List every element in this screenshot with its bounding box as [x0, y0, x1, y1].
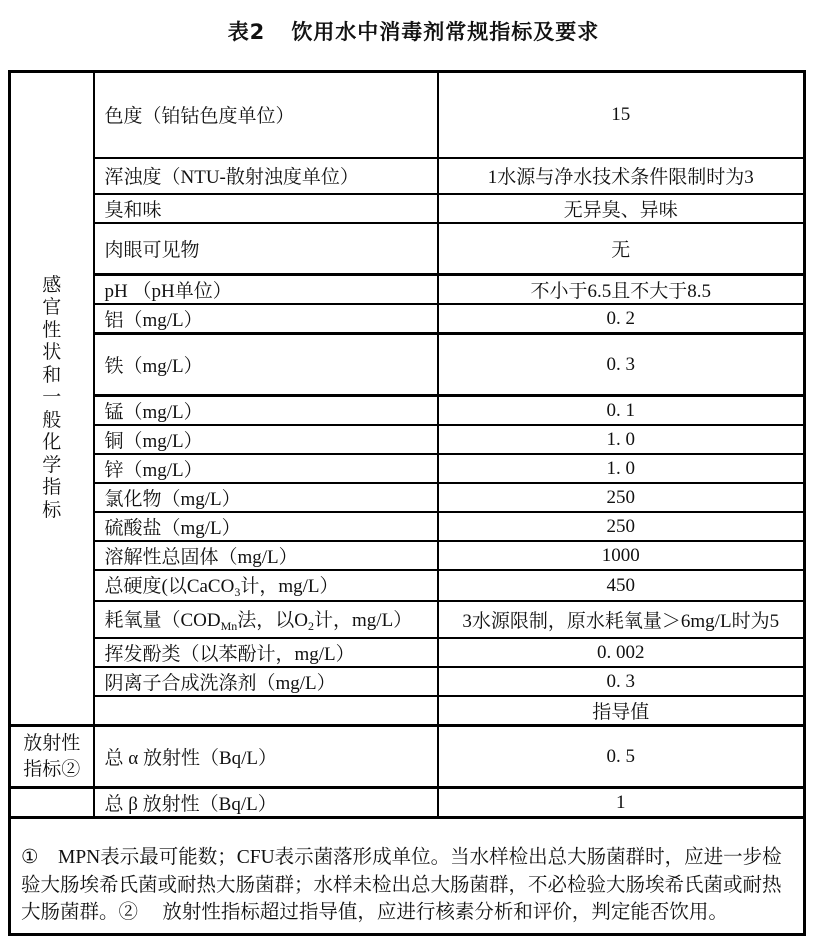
indicator-label: 挥发酚类（以苯酚计，mg/L）: [94, 638, 438, 667]
table-row-guide-value: [10, 696, 805, 726]
footnote-row: [10, 818, 805, 935]
table-row: [10, 158, 805, 194]
indicator-value: 不小于6.5且不大于8.5: [438, 275, 805, 305]
table-row: [10, 726, 805, 788]
indicator-label: 硫酸盐（mg/L）: [94, 512, 438, 541]
indicator-label-empty: [94, 696, 438, 726]
indicator-value: 无异臭、异味: [438, 194, 805, 223]
water-quality-table: [8, 70, 806, 936]
indicator-label: 色度（铂钴色度单位）: [94, 72, 438, 158]
indicator-label: 总 α 放射性（Bq/L）: [94, 726, 438, 788]
table-row: [10, 483, 805, 512]
indicator-value: 250: [438, 483, 805, 512]
table-row: [10, 601, 805, 638]
indicator-label: 耗氧量（$COD_{Mn}$法，以$O_2$计，mg/L）: [94, 601, 438, 638]
indicator-value: 1000: [438, 541, 805, 570]
indicator-label: 氯化物（mg/L）: [94, 483, 438, 512]
table-row: [10, 425, 805, 454]
indicator-value: 0. 3: [438, 667, 805, 696]
table-row: [10, 638, 805, 667]
table-row: [10, 541, 805, 570]
indicator-value: 1水源与净水技术条件限制时为3: [438, 158, 805, 194]
category-cell-sensory: [10, 72, 94, 726]
table-row: [10, 788, 805, 818]
indicator-value: 450: [438, 570, 805, 601]
indicator-label: 溶解性总固体（mg/L）: [94, 541, 438, 570]
table-row: [10, 667, 805, 696]
indicator-value: 0. 002: [438, 638, 805, 667]
indicator-value: 0. 1: [438, 396, 805, 426]
table-row: [10, 304, 805, 334]
category-label-radioactive: 放射性指标②: [23, 732, 81, 780]
category-cell-radioactive: [10, 726, 94, 788]
table-row: [10, 334, 805, 396]
indicator-label: 铜（mg/L）: [94, 425, 438, 454]
indicator-label: 浑浊度（NTU-散射浊度单位）: [94, 158, 438, 194]
table-row: [10, 396, 805, 426]
indicator-label: 总硬度(以CaCO$_3$计，mg/L）: [94, 570, 438, 601]
indicator-label: 肉眼可见物: [94, 223, 438, 275]
indicator-value: 1. 0: [438, 454, 805, 483]
footnote-text: ① MPN表示最可能数；CFU表示菌落形成单位。当水样检出总大肠菌群时，应进一步检验大肠埃希氏菌或耐热大肠菌群；水样未检出总大肠菌群，不必检验大肠埃希氏菌或耐热大肠菌群。② 放射性指标超过指导值，应进行核素分析和评价，判定能否饮用。: [10, 818, 805, 935]
indicator-value: 0. 2: [438, 304, 805, 334]
indicator-label: 总 β 放射性（Bq/L）: [94, 788, 438, 818]
indicator-value: 15: [438, 72, 805, 158]
table-title-text: 饮用水中消毒剂常规指标及要求: [291, 20, 600, 44]
table-title: [0, 16, 827, 46]
indicator-label: 阴离子合成洗涤剂（mg/L）: [94, 667, 438, 696]
table-row: [10, 512, 805, 541]
indicator-value: 1. 0: [438, 425, 805, 454]
indicator-label: 铝（mg/L）: [94, 304, 438, 334]
category-cell-empty: [10, 788, 94, 818]
table-row: [10, 275, 805, 305]
indicator-value: 250: [438, 512, 805, 541]
guide-value-header: 指导值: [438, 696, 805, 726]
indicator-value: 0. 3: [438, 334, 805, 396]
category-label-vertical: 感官性状和一般化学指标: [42, 274, 62, 521]
indicator-label: pH （pH单位）: [94, 275, 438, 305]
indicator-value: 无: [438, 223, 805, 275]
indicator-value: 0. 5: [438, 726, 805, 788]
table-row: [10, 570, 805, 601]
indicator-label: 铁（mg/L）: [94, 334, 438, 396]
indicator-value: 3水源限制，原水耗氧量＞6mg/L时为5: [438, 601, 805, 638]
table-row: [10, 454, 805, 483]
indicator-value: 1: [438, 788, 805, 818]
table-row: [10, 194, 805, 223]
indicator-label: 臭和味: [94, 194, 438, 223]
indicator-label: 锰（mg/L）: [94, 396, 438, 426]
table-row: [10, 223, 805, 275]
table-row: [10, 72, 805, 158]
table-number: 表2: [227, 20, 266, 44]
indicator-label: 锌（mg/L）: [94, 454, 438, 483]
